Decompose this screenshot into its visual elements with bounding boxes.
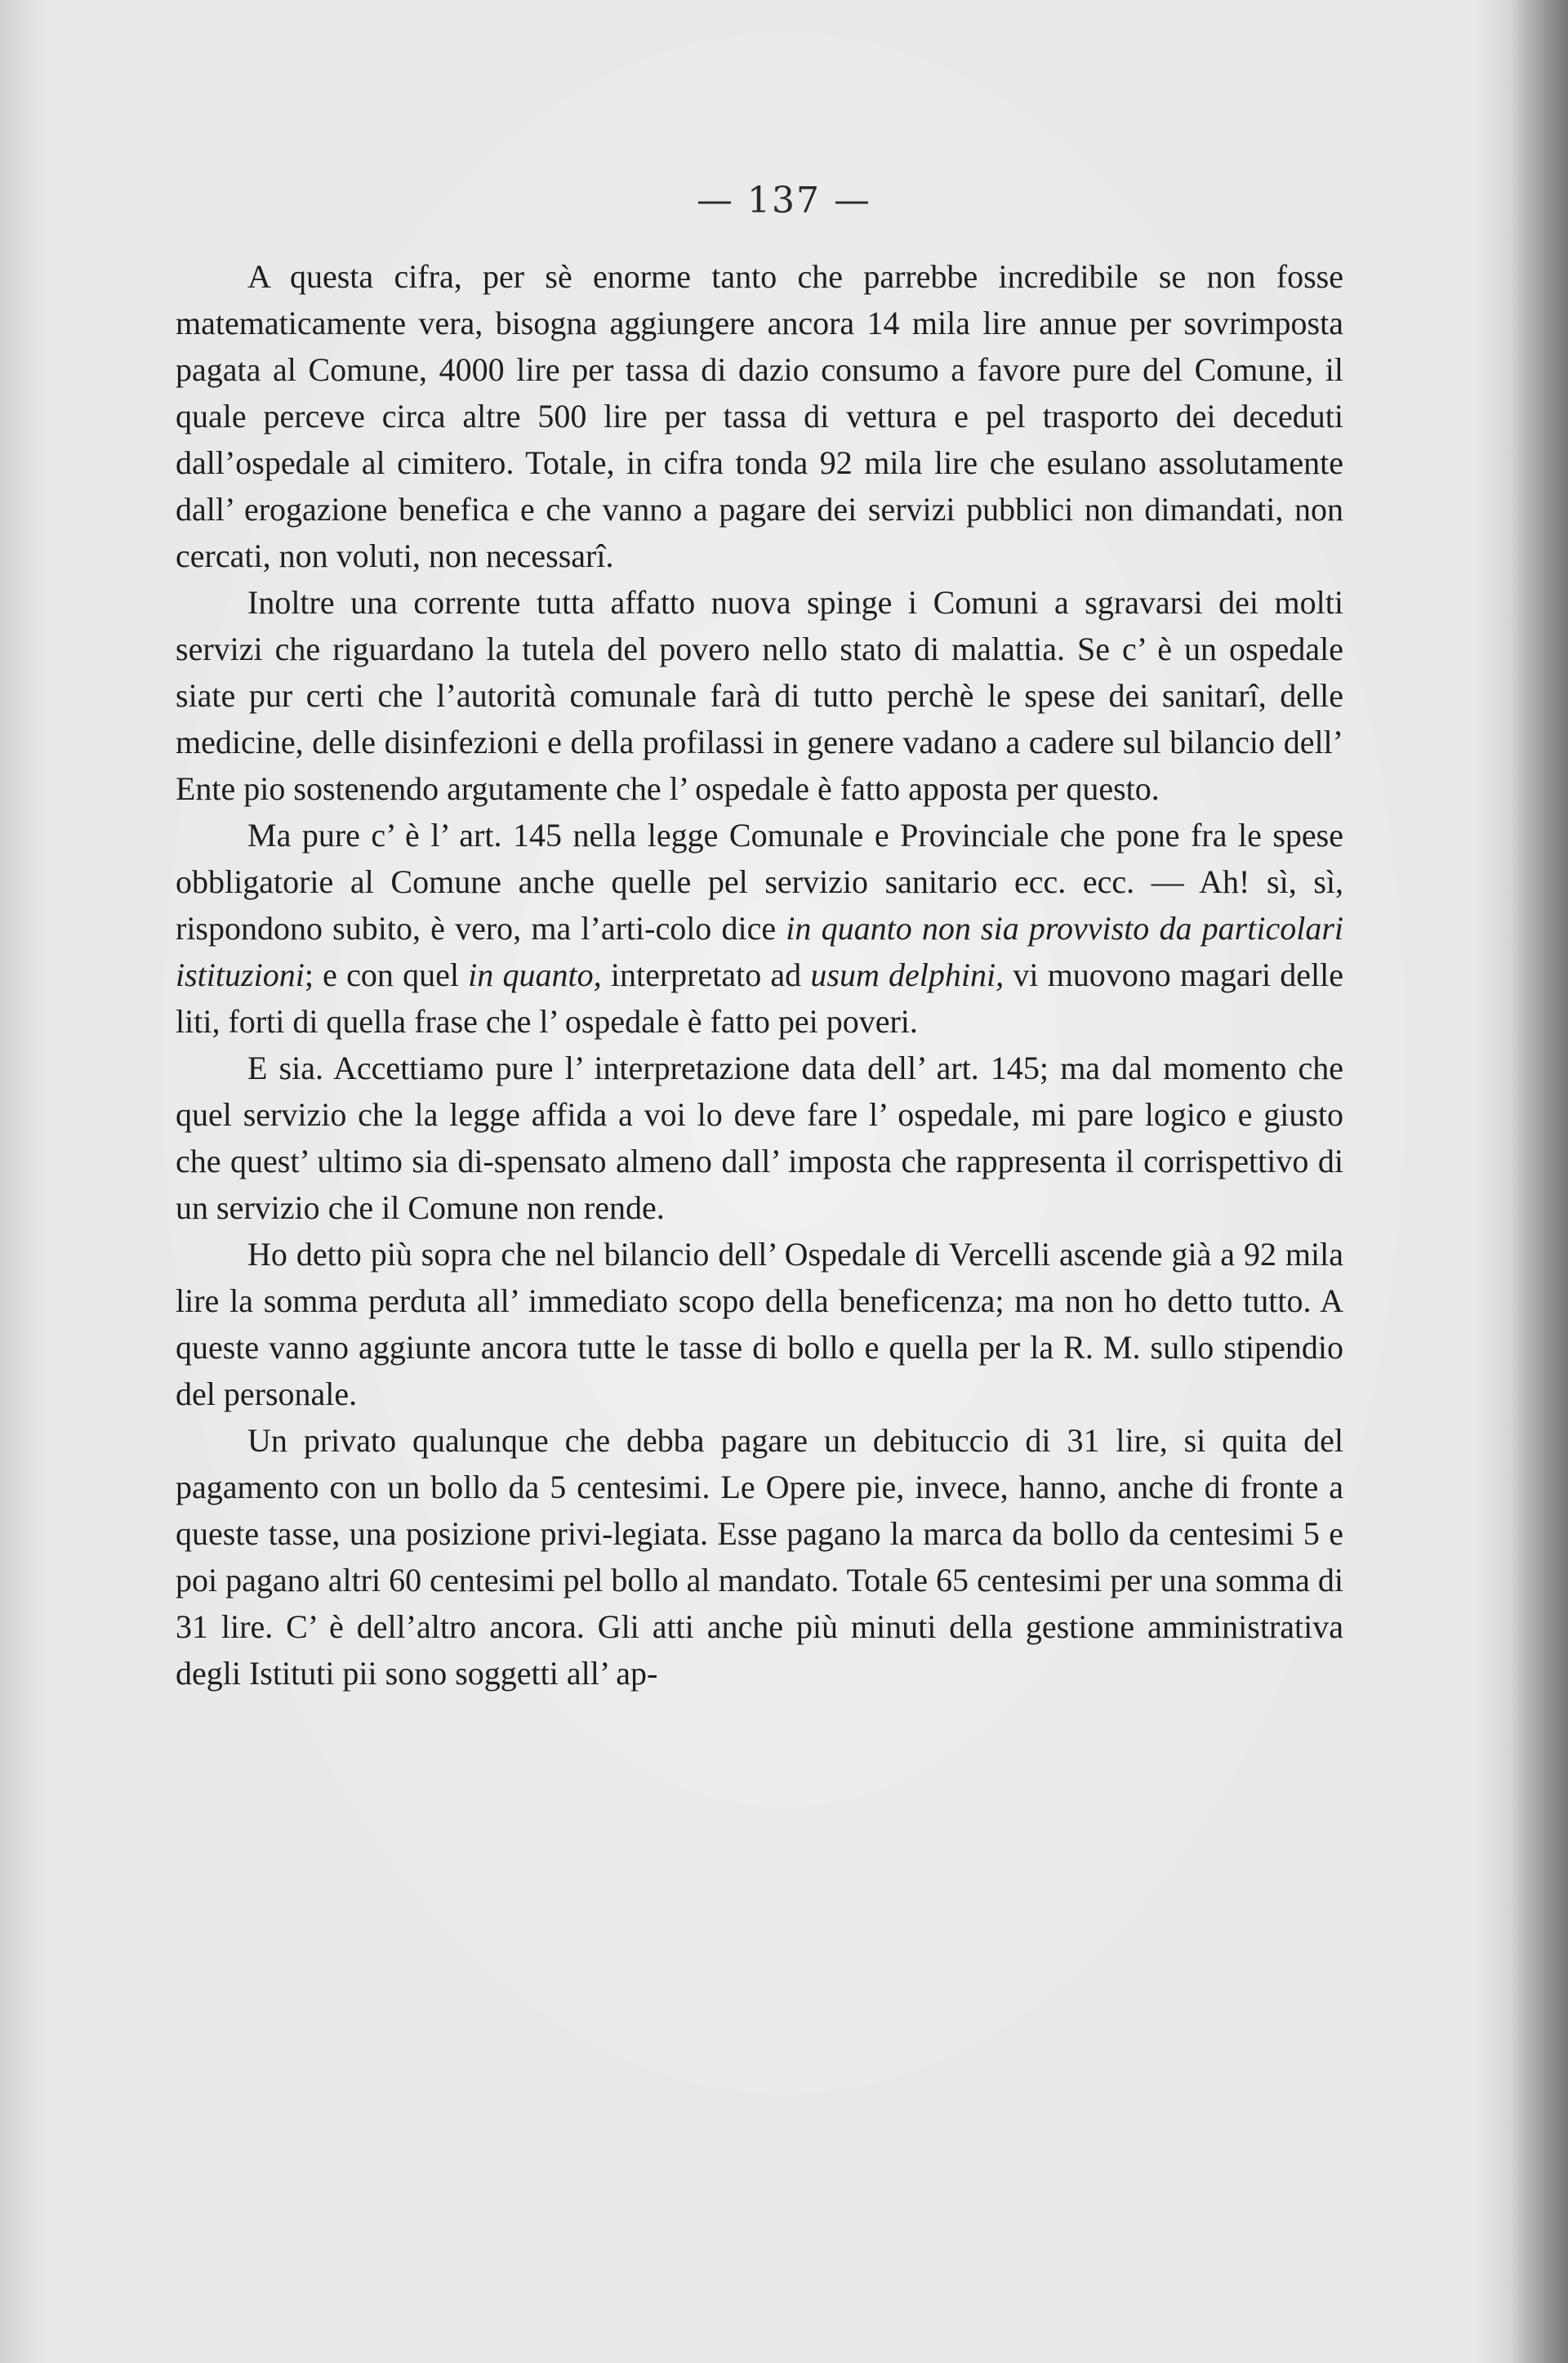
paragraph-text: A questa cifra, per sè enorme tanto che parrebbe incredibile se non fosse matematicamente vera, bisogna aggiungere ancora 14 mila lire annue per sovrimposta pagata al Comune, 4000 lire per tassa di dazio consumo a favore pure del Comune, il quale perceve circa altre 500 lire per tassa di vettura e pel trasporto dei deceduti dall’ospedale al cimitero. Totale, in cifra tonda 92 mila lire che esulano assolutamente dall’ erogazione benefica e che vanno a pagare dei servizi pubblici non dimandati, non cercati, non voluti, non necessarî. bbox=[176, 258, 1343, 574]
paragraph-text: Inoltre una corrente tutta affatto nuova spinge i Comuni a sgravarsi dei molti servizi che riguardano la tutela del povero nello stato di malattia. Se c’ è un ospedale siate pur certi che l’autorità comunale farà di tutto perchè le spese dei sanitarî, delle medicine, delle disinfezioni e della profilassi in genere vadano a cadere sul bilancio dell’ Ente pio sostenendo argutamente che l’ ospedale è fatto apposta per questo. bbox=[176, 584, 1343, 807]
paragraph bbox=[176, 1045, 1343, 1231]
italic-phrase: in quanto non sia provvisto da particolari istituzioni bbox=[176, 910, 1344, 993]
paragraph-text: Ma pure c’ è l’ art. 145 nella legge Comunale e Provinciale che pone fra le spese obbligatorie al Comune anche quelle pel servizio sanitario ecc. ecc. — Ah! sì, sì, rispondono subito, è vero, ma l’arti-colo dice bbox=[176, 817, 1343, 947]
italic-phrase: usum delphini, bbox=[810, 956, 1004, 993]
paragraph bbox=[176, 253, 1343, 579]
paragraph bbox=[176, 812, 1343, 1045]
paragraph-text: interpretato ad bbox=[601, 956, 811, 993]
paragraph bbox=[176, 1417, 1343, 1696]
page-shadow-edge bbox=[1511, 0, 1568, 2363]
paragraph bbox=[176, 1231, 1343, 1417]
paragraph-text: ; e con quel bbox=[304, 956, 469, 993]
body-text bbox=[176, 253, 1343, 1696]
paragraph-text: Ho detto più sopra che nel bilancio dell’ Ospedale di Vercelli ascende già a 92 mila lire la somma perduta all’ immediato scopo della beneficenza; ma non ho detto tutto. A queste vanno aggiunte ancora tutte le tasse di bollo e quella per la R. M. sullo stipendio del personale. bbox=[176, 1236, 1343, 1412]
paragraph-text: E sia. Accettiamo pure l’ interpretazione data dell’ art. 145; ma dal momento che quel servizio che la legge affida a voi lo deve fare l’ ospedale, mi pare logico e giusto che quest’ ultimo sia di-spensato almeno dall’ imposta che rappresenta il corrispettivo di un servizio che il Comune non rende. bbox=[176, 1050, 1343, 1226]
paragraph-text: vi muovono magari delle liti, forti di quella frase che l’ ospedale è fatto pei poveri. bbox=[176, 956, 1344, 1040]
paragraph bbox=[176, 579, 1343, 812]
paragraph-text: Un privato qualunque che debba pagare un debituccio di 31 lire, si quita del pagamento con un bollo da 5 centesimi. Le Opere pie, invece, hanno, anche di fronte a queste tasse, una posizione privi-legiata. Esse pagano la marca da bollo da centesimi 5 e poi pagano altri 60 centesimi pel bollo al mandato. Totale 65 centesimi per una somma di 31 lire. C’ è dell’altro ancora. Gli atti anche più minuti della gestione amministrativa degli Istituti pii sono soggetti all’ ap- bbox=[176, 1422, 1343, 1692]
italic-phrase: in quanto, bbox=[468, 956, 602, 993]
page-number: — 137 — bbox=[697, 180, 871, 221]
